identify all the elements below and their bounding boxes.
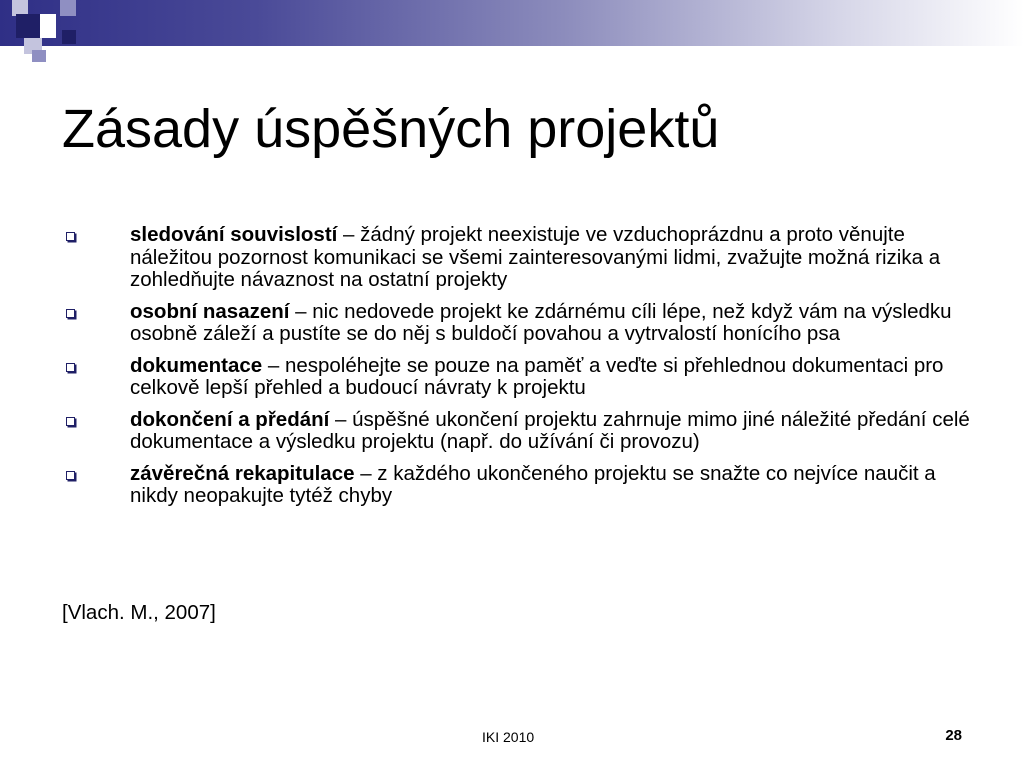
item-term: osobní nasazení — [130, 299, 290, 323]
list-item — [62, 224, 972, 292]
footer-label: IKI 2010 — [482, 729, 535, 745]
list-item — [62, 463, 972, 508]
square-bullet-icon — [66, 363, 75, 372]
decor-square-white — [40, 14, 56, 38]
square-bullet-icon — [66, 232, 75, 241]
item-text: – nespoléhejte se pouze na paměť a veďte si přehlednou dokumentaci pro celkově lepší přehled a budoucí návraty k projektu — [130, 353, 944, 399]
item-text: – žádný projekt neexistuje ve vzduchoprázdnu a proto věnujte náležitou pozornost komunikaci se všemi zainteresovanými lidmi, zvažujte možná rizika a zohledňujte návaznost na ostatní projekty — [130, 223, 941, 291]
list-item — [62, 355, 972, 400]
decor-square-dark-small — [62, 30, 76, 44]
list-item — [62, 409, 972, 454]
item-term: závěrečná rekapitulace — [130, 461, 355, 485]
citation: [Vlach. M., 2007] — [62, 601, 216, 624]
decor-square-dark — [16, 14, 40, 38]
item-text: – z každého ukončeného projektu se snažte co nejvíce naučit a nikdy neopakujte tytéž chyby — [130, 461, 936, 507]
item-term: dokumentace — [130, 353, 263, 377]
square-bullet-icon — [66, 417, 75, 426]
list-item — [62, 301, 972, 346]
square-bullet-icon — [66, 309, 75, 318]
square-bullet-icon — [66, 471, 75, 480]
item-text: – nic nedovede projekt ke zdárnému cíli lépe, než když vám na výsledku osobně záleží a pustíte se do něj s buldočí povahou a vytrvalostí honícího psa — [130, 299, 952, 345]
item-term: sledování souvislostí — [130, 223, 338, 246]
header-gradient-band — [0, 0, 1024, 46]
decor-square-mid-2 — [32, 50, 46, 62]
item-text: – úspěšné ukončení projektu zahrnuje mimo jiné náležité předání celé dokumentace a výsledku projektu (např. do užívání či provozu) — [130, 407, 970, 453]
decor-square-mid — [60, 0, 76, 16]
item-term: dokončení a předání — [130, 407, 330, 431]
page-number: 28 — [945, 727, 962, 744]
principles-list — [62, 224, 972, 517]
slide-title: Zásady úspěšných projektů — [62, 99, 720, 159]
